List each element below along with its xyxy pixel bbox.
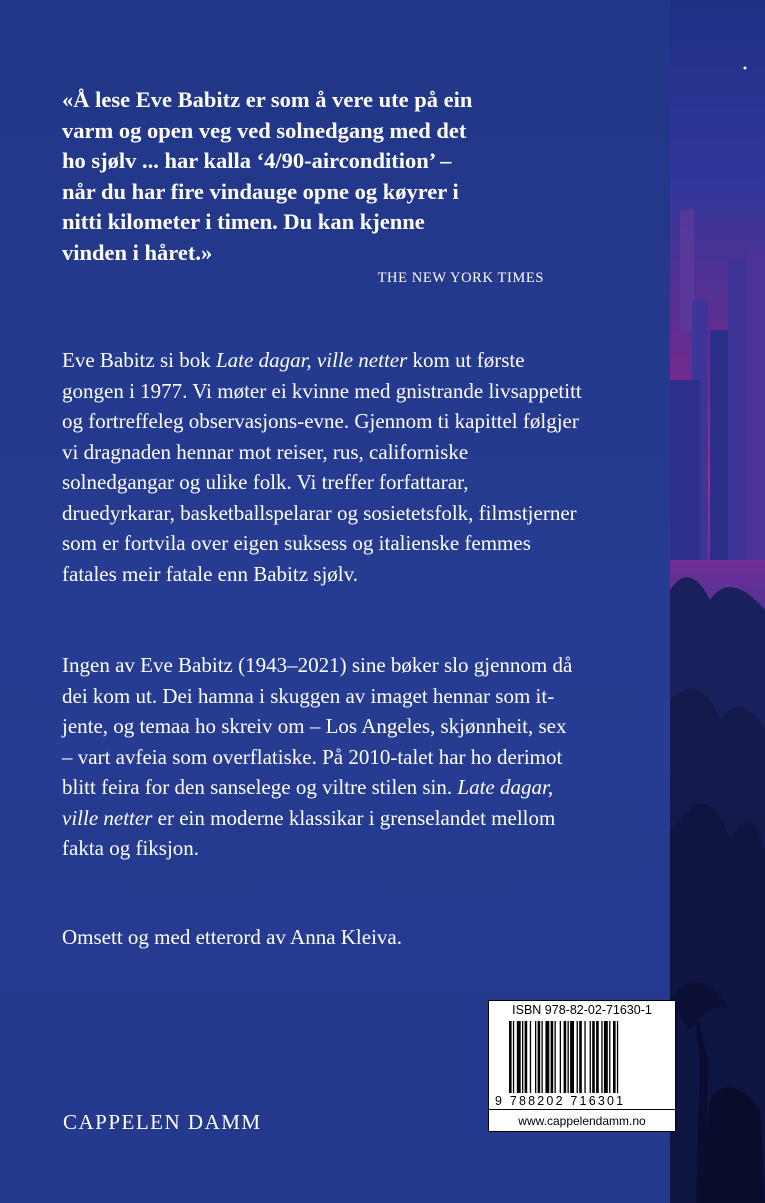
quote-line: ho sjølv ... har kalla ‘4/90-aircondition’ – [62, 148, 452, 173]
press-quote [62, 85, 582, 268]
quote-line: vinden i håret.» [62, 239, 213, 265]
barcode-digits: 9 788202 716301 [495, 1094, 626, 1108]
book-title: Late dagar, ville netter [62, 775, 554, 830]
blurb-paragraph-2 [62, 650, 582, 864]
publisher-logo: CAPPELEN DAMM [63, 1110, 262, 1134]
quote-line: nitti kilometer i timen. Du kan kjenne [62, 209, 425, 234]
cityscape-illustration [670, 0, 765, 1203]
quote-line: når du har fire vindauge opne og køyrer i [62, 178, 459, 204]
book-title: Late dagar, ville netter [215, 348, 408, 372]
quote-source: THE NEW YORK TIMES [377, 270, 544, 286]
blurb-paragraph-1 [62, 345, 582, 589]
translator-credit: Omsett og med etterord av Anna Kleiva. [62, 925, 402, 949]
paragraph-text: er ein moderne klassikar i grenselandet mellom fakta og fiksjon. [62, 805, 556, 860]
barcode-bars [509, 1021, 659, 1097]
isbn-number: ISBN 978-82-02-71630-1 [512, 1003, 652, 1017]
isbn-barcode [488, 1000, 676, 1132]
paragraph-text: Ingen av Eve Babitz (1943–2021) sine bøker slo gjennom då dei kom ut. Dei hamna i skuggen av imaget hennar som it-jente, og temaa ho skreiv om – Los Angeles, skjønnheit, sex – vart avfeia som overflatiske. På 2010-talet har ho derimot blitt feira for den sanselege og viltre stilen sin. [62, 653, 573, 799]
divider [489, 1109, 675, 1110]
paragraph-text: Eve Babitz si bok [62, 348, 216, 372]
quote-line: varm og open veg ved solnedgang med det [62, 117, 467, 143]
paragraph-text: kom ut første gongen i 1977. Vi møter ei kvinne med gnistrande livsappetitt og fortreffeleg observasjons-evne. Gjennom ti kapittel følgjer vi dragnaden hennar mot reiser, rus, californiske solnedgangar og ulike folk. Vi treffer forfattarar, druedyrkarar, basketballspelarar og sosietetsfolk, filmstjerner som er fortvila over eigen suksess og italienske femmes fatales meir fatale enn Babitz sjølv. [62, 348, 582, 586]
quote-line: «Å lese Eve Babitz er som å vere ute på ein [62, 87, 473, 112]
publisher-website: www.cappelendamm.no [518, 1114, 646, 1128]
